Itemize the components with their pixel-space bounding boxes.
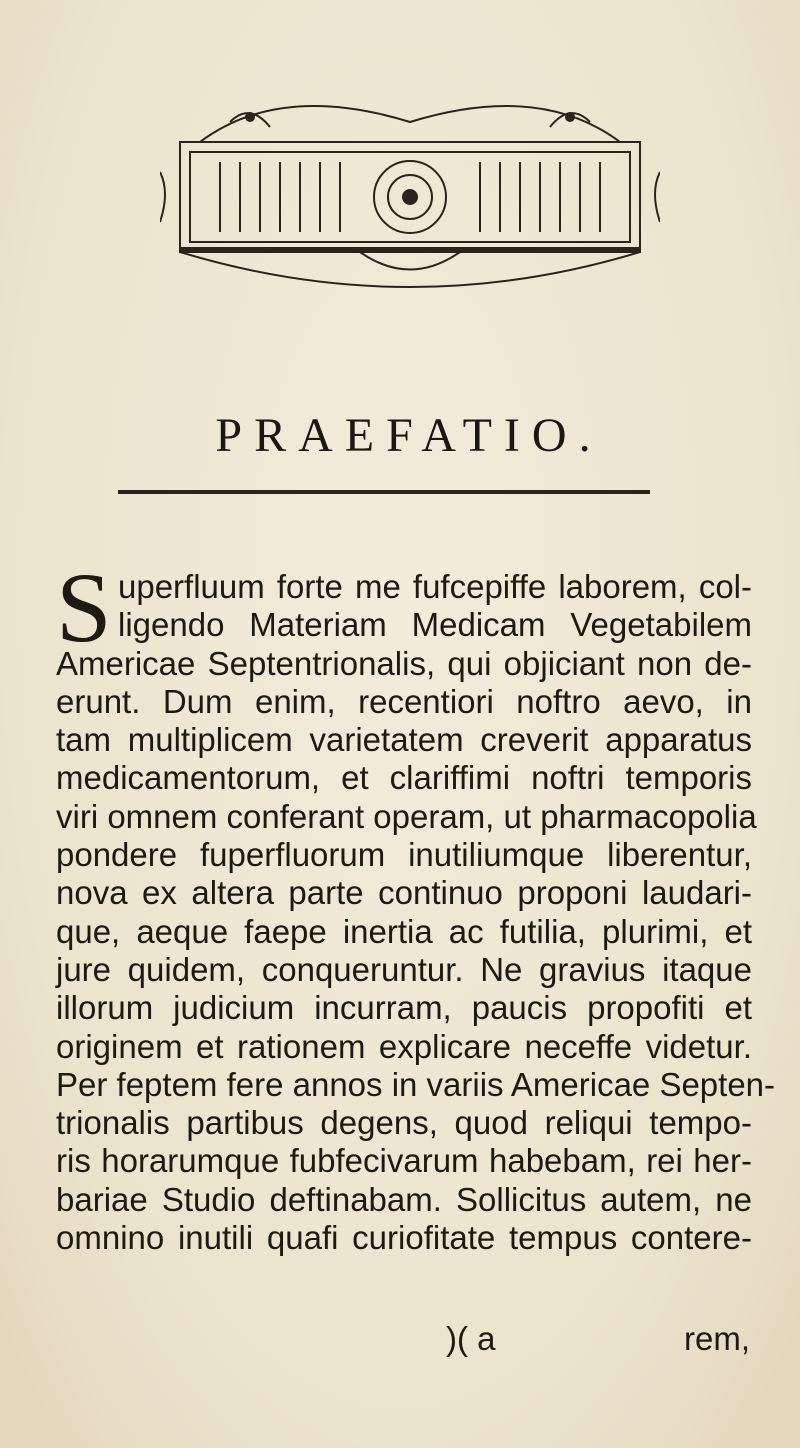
page-footer	[56, 1320, 752, 1360]
text-line: pondere fuperfluorum inutiliumque liberentur,	[56, 836, 752, 874]
ornamental-headpiece	[160, 82, 660, 292]
text-line: illorum judicium incurram, paucis propofiti et	[56, 989, 752, 1027]
text-line: originem et rationem explicare neceffe videtur.	[56, 1027, 752, 1065]
text-line: ris horarumque fubfecivarum habebam, rei her-	[56, 1142, 752, 1180]
text-line: jure quidem, conqueruntur. Ne gravius itaque	[56, 950, 752, 988]
page-title: PRAEFATIO.	[215, 409, 603, 462]
signature-mark: )( a	[446, 1320, 496, 1357]
text-line: ligendo Materiam Medicam Vegetabilem	[118, 606, 752, 644]
preface-text	[56, 552, 776, 1257]
text-line: Americae Septentrionalis, qui objiciant non de-	[56, 644, 752, 682]
drop-cap: S	[56, 552, 112, 663]
text-line: medicamentorum, et clariffimi noftri temporis	[56, 759, 752, 797]
text-line: uperfluum forte me fufcepiffe laborem, col-	[118, 568, 752, 605]
text-line: erunt. Dum enim, recentiori noftro aevo, in	[56, 682, 752, 720]
text-line: viri omnem conferant operam, ut pharmacopolia	[56, 797, 757, 835]
text-line: que, aeque faepe inertia ac futilia, plurimi, et	[56, 912, 752, 950]
catchword: rem,	[684, 1320, 750, 1357]
text-line: Per feptem fere annos in variis Americae Septen-	[56, 1065, 776, 1103]
text-line: omnino inutili quafi curiofitate tempus contere-	[56, 1219, 752, 1257]
text-line: trionalis partibus degens, quod reliqui tempo-	[56, 1104, 752, 1142]
text-line: nova ex altera parte continuo proponi laudari-	[56, 874, 752, 912]
text-line: tam multiplicem varietatem creverit apparatus	[56, 721, 752, 759]
text-line: bariae Studio deftinabam. Sollicitus autem, ne	[56, 1180, 752, 1218]
title-divider	[118, 490, 650, 494]
